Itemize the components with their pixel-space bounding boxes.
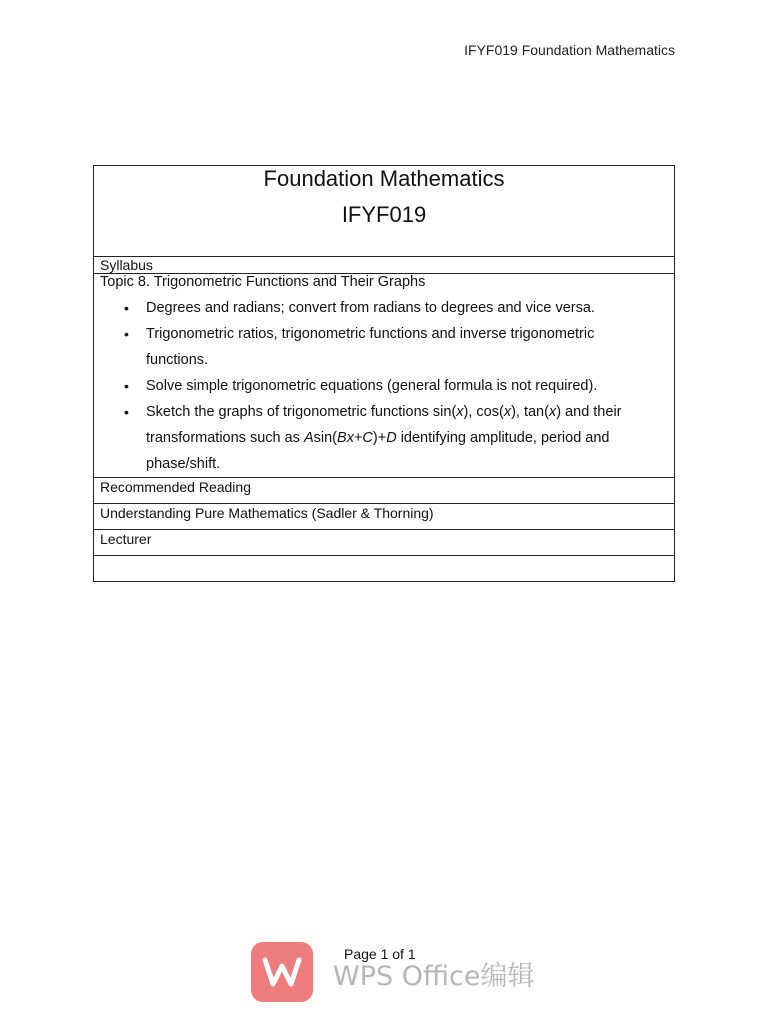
bullet-text: ), tan( [511, 404, 549, 420]
math-variable: x [346, 430, 354, 446]
topic-row [94, 274, 675, 478]
course-title: Foundation Mathematics [263, 166, 505, 191]
bullet-text-continued: functions. [146, 352, 209, 368]
bullet-text: ) and their [556, 404, 622, 420]
math-variable: D [386, 430, 397, 446]
list-item [124, 373, 668, 399]
bullet-icon: • [124, 326, 129, 342]
bullet-text: identifying amplitude, period and [396, 430, 610, 446]
recommended-reading-row [94, 504, 675, 530]
bullet-icon: • [124, 300, 129, 316]
lecturer-value [94, 556, 675, 582]
math-variable: x [456, 404, 464, 420]
title-cell [94, 166, 675, 257]
bullet-text: Trigonometric ratios, trigonometric functions and inverse trigonometric [146, 326, 595, 342]
recommended-reading-label: Recommended Reading [94, 478, 675, 504]
math-variable: A [303, 430, 314, 446]
bullet-text: + [353, 430, 363, 446]
page-number: Page 1 of 1 [344, 946, 416, 962]
bullet-text: sin( [313, 430, 338, 446]
syllabus-label-row [94, 257, 675, 274]
syllabus-table [93, 165, 675, 582]
recommended-reading-label-row [94, 478, 675, 504]
topic-heading: Topic 8. Trigonometric Functions and Their Graphs [100, 274, 426, 290]
title-row [94, 166, 675, 257]
syllabus-label: Syllabus [94, 257, 675, 274]
bullet-text: Sketch the graphs of trigonometric functions sin( [146, 404, 457, 420]
list-item [124, 295, 668, 321]
course-code: IFYF019 [341, 202, 427, 227]
bullet-icon: • [124, 404, 129, 420]
lecturer-label: Lecturer [94, 530, 675, 556]
math-variable: C [362, 430, 373, 446]
math-variable: x [548, 404, 557, 420]
bullet-text: Solve simple trigonometric equations (general formula is not required). [146, 378, 598, 394]
recommended-reading-text: Understanding Pure Mathematics (Sadler & Thorning) [94, 504, 675, 530]
math-variable: B [337, 430, 347, 446]
bullet-text: transformations such as [146, 430, 304, 446]
bullet-text: ), cos( [463, 404, 504, 420]
wps-logo-icon [251, 942, 313, 1002]
running-header: IFYF019 Foundation Mathematics [464, 42, 675, 58]
bullet-text: Degrees and radians; convert from radians to degrees and vice versa. [146, 300, 595, 316]
bullet-icon: • [124, 378, 129, 394]
list-item [124, 399, 668, 477]
lecturer-label-row [94, 530, 675, 556]
wps-watermark-text: WPS Office编辑 [333, 961, 535, 992]
lecturer-value-row [94, 556, 675, 582]
topic-bullet-list [100, 295, 668, 477]
bullet-text-continued: phase/shift. [146, 456, 221, 472]
math-variable: x [503, 404, 512, 420]
bullet-text: )+ [372, 430, 387, 446]
topic-cell [94, 274, 675, 478]
list-item [124, 321, 668, 373]
